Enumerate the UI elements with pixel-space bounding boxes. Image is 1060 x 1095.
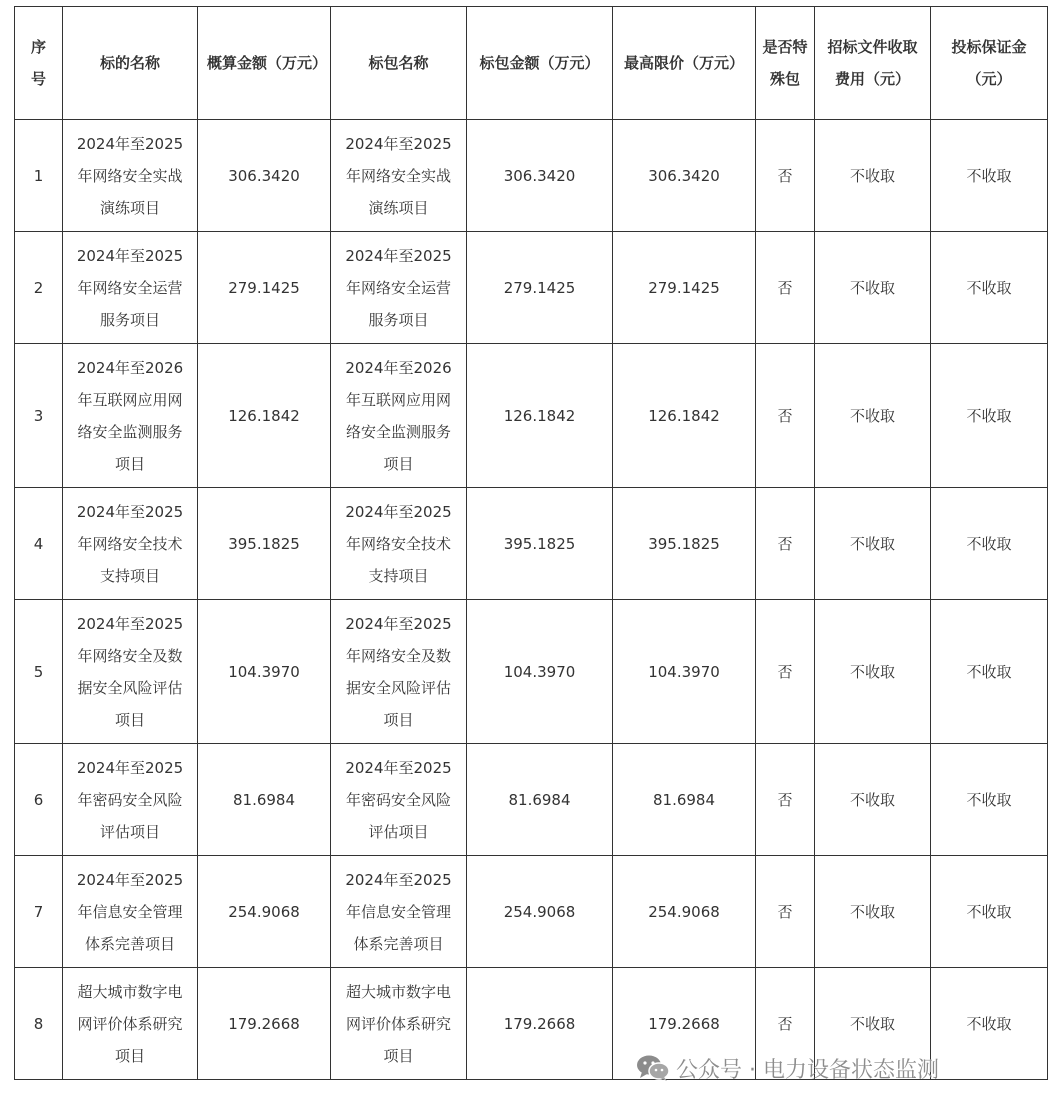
cell-doc-fee: 不收取 bbox=[815, 600, 931, 744]
cell-budget: 179.2668 bbox=[198, 968, 331, 1080]
cell-special: 否 bbox=[756, 232, 815, 344]
cell-lot-amount: 395.1825 bbox=[467, 488, 613, 600]
cell-special: 否 bbox=[756, 488, 815, 600]
cell-lot-amount: 126.1842 bbox=[467, 344, 613, 488]
cell-lot-amount: 254.9068 bbox=[467, 856, 613, 968]
cell-max-price: 254.9068 bbox=[613, 856, 756, 968]
cell-lot-amount: 179.2668 bbox=[467, 968, 613, 1080]
cell-deposit: 不收取 bbox=[931, 600, 1048, 744]
cell-lot-amount: 279.1425 bbox=[467, 232, 613, 344]
cell-target-name: 2024年至2025年网络安全及数据安全风险评估项目 bbox=[63, 600, 198, 744]
cell-budget: 395.1825 bbox=[198, 488, 331, 600]
table-row bbox=[15, 120, 1048, 232]
table-header bbox=[15, 7, 1048, 120]
table-row bbox=[15, 232, 1048, 344]
cell-doc-fee: 不收取 bbox=[815, 968, 931, 1080]
cell-index: 4 bbox=[15, 488, 63, 600]
cell-target-name: 2024年至2025年密码安全风险评估项目 bbox=[63, 744, 198, 856]
table-row bbox=[15, 856, 1048, 968]
cell-deposit: 不收取 bbox=[931, 232, 1048, 344]
cell-budget: 104.3970 bbox=[198, 600, 331, 744]
bid-table bbox=[14, 6, 1048, 1080]
cell-target-name: 2024年至2025年网络安全运营服务项目 bbox=[63, 232, 198, 344]
cell-target-name: 超大城市数字电网评价体系研究项目 bbox=[63, 968, 198, 1080]
cell-budget: 279.1425 bbox=[198, 232, 331, 344]
table-row bbox=[15, 600, 1048, 744]
table-body bbox=[15, 120, 1048, 1080]
table-row bbox=[15, 968, 1048, 1080]
header-max-price: 最高限价（万元） bbox=[613, 7, 756, 120]
cell-lot-amount: 306.3420 bbox=[467, 120, 613, 232]
cell-doc-fee: 不收取 bbox=[815, 744, 931, 856]
cell-doc-fee: 不收取 bbox=[815, 856, 931, 968]
cell-deposit: 不收取 bbox=[931, 120, 1048, 232]
header-lot-amount: 标包金额（万元） bbox=[467, 7, 613, 120]
cell-deposit: 不收取 bbox=[931, 856, 1048, 968]
header-budget: 概算金额（万元） bbox=[198, 7, 331, 120]
cell-deposit: 不收取 bbox=[931, 488, 1048, 600]
cell-max-price: 104.3970 bbox=[613, 600, 756, 744]
cell-max-price: 306.3420 bbox=[613, 120, 756, 232]
cell-special: 否 bbox=[756, 600, 815, 744]
header-special: 是否特殊包 bbox=[756, 7, 815, 120]
cell-doc-fee: 不收取 bbox=[815, 232, 931, 344]
cell-max-price: 81.6984 bbox=[613, 744, 756, 856]
cell-lot-name: 2024年至2025年网络安全实战演练项目 bbox=[331, 120, 467, 232]
cell-budget: 126.1842 bbox=[198, 344, 331, 488]
cell-target-name: 2024年至2025年信息安全管理体系完善项目 bbox=[63, 856, 198, 968]
cell-index: 1 bbox=[15, 120, 63, 232]
table-row bbox=[15, 744, 1048, 856]
cell-lot-name: 2024年至2025年网络安全及数据安全风险评估项目 bbox=[331, 600, 467, 744]
cell-lot-amount: 81.6984 bbox=[467, 744, 613, 856]
header-target-name: 标的名称 bbox=[63, 7, 198, 120]
cell-index: 5 bbox=[15, 600, 63, 744]
cell-lot-name: 2024年至2025年信息安全管理体系完善项目 bbox=[331, 856, 467, 968]
cell-max-price: 126.1842 bbox=[613, 344, 756, 488]
cell-max-price: 279.1425 bbox=[613, 232, 756, 344]
cell-index: 6 bbox=[15, 744, 63, 856]
cell-deposit: 不收取 bbox=[931, 744, 1048, 856]
cell-special: 否 bbox=[756, 120, 815, 232]
header-row bbox=[15, 7, 1048, 120]
cell-lot-name: 2024年至2026年互联网应用网络安全监测服务项目 bbox=[331, 344, 467, 488]
cell-deposit: 不收取 bbox=[931, 968, 1048, 1080]
cell-max-price: 179.2668 bbox=[613, 968, 756, 1080]
header-index: 序号 bbox=[15, 7, 63, 120]
header-lot-name: 标包名称 bbox=[331, 7, 467, 120]
cell-max-price: 395.1825 bbox=[613, 488, 756, 600]
cell-special: 否 bbox=[756, 344, 815, 488]
cell-target-name: 2024年至2026年互联网应用网络安全监测服务项目 bbox=[63, 344, 198, 488]
table-row bbox=[15, 488, 1048, 600]
cell-index: 8 bbox=[15, 968, 63, 1080]
cell-lot-name: 2024年至2025年密码安全风险评估项目 bbox=[331, 744, 467, 856]
cell-target-name: 2024年至2025年网络安全实战演练项目 bbox=[63, 120, 198, 232]
cell-index: 3 bbox=[15, 344, 63, 488]
cell-index: 2 bbox=[15, 232, 63, 344]
cell-index: 7 bbox=[15, 856, 63, 968]
cell-lot-name: 2024年至2025年网络安全技术支持项目 bbox=[331, 488, 467, 600]
cell-special: 否 bbox=[756, 744, 815, 856]
watermark-text: 公众号 · 电力设备状态监测 bbox=[676, 1057, 939, 1083]
table-row bbox=[15, 344, 1048, 488]
cell-special: 否 bbox=[756, 856, 815, 968]
cell-lot-name: 超大城市数字电网评价体系研究项目 bbox=[331, 968, 467, 1080]
cell-deposit: 不收取 bbox=[931, 344, 1048, 488]
cell-special: 否 bbox=[756, 968, 815, 1080]
cell-target-name: 2024年至2025年网络安全技术支持项目 bbox=[63, 488, 198, 600]
cell-budget: 81.6984 bbox=[198, 744, 331, 856]
cell-lot-amount: 104.3970 bbox=[467, 600, 613, 744]
cell-lot-name: 2024年至2025年网络安全运营服务项目 bbox=[331, 232, 467, 344]
cell-budget: 306.3420 bbox=[198, 120, 331, 232]
cell-doc-fee: 不收取 bbox=[815, 488, 931, 600]
header-deposit: 投标保证金（元） bbox=[931, 7, 1048, 120]
cell-doc-fee: 不收取 bbox=[815, 120, 931, 232]
header-doc-fee: 招标文件收取费用（元） bbox=[815, 7, 931, 120]
cell-budget: 254.9068 bbox=[198, 856, 331, 968]
cell-doc-fee: 不收取 bbox=[815, 344, 931, 488]
